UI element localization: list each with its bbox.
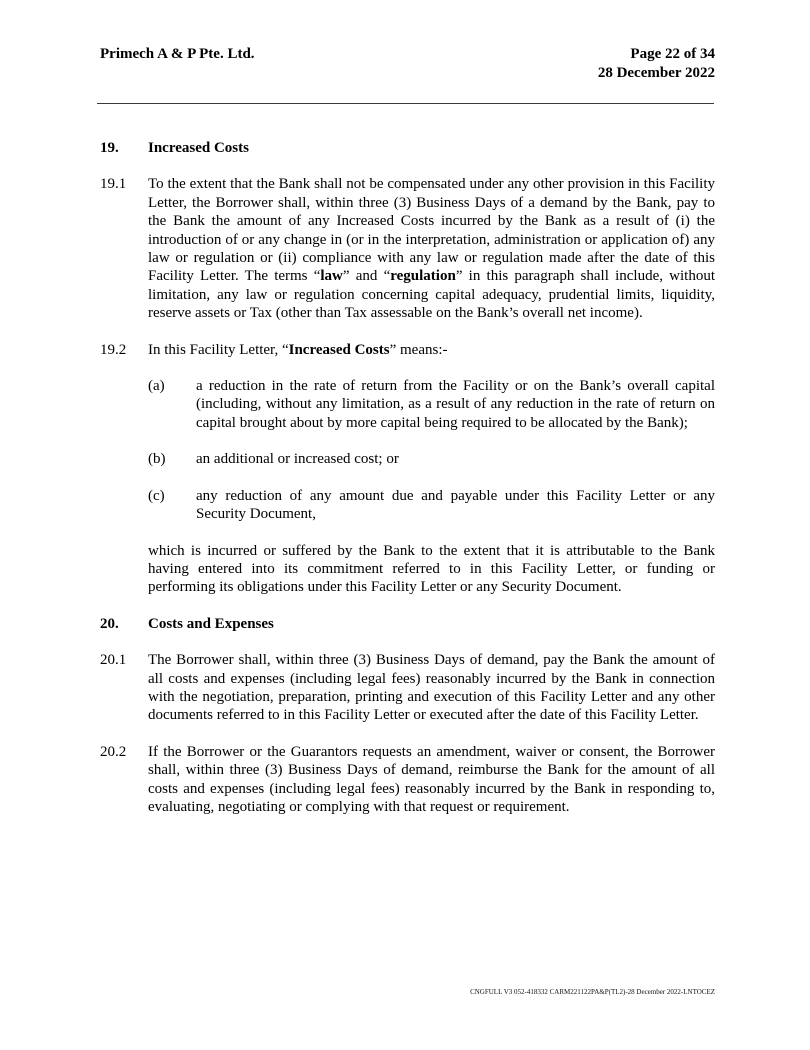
list-item-label: (c) xyxy=(148,487,165,504)
header-divider xyxy=(97,103,714,104)
list-item-label: (a) xyxy=(148,378,165,395)
list-item-a xyxy=(148,377,715,432)
document-date: 28 December 2022 xyxy=(597,65,715,81)
list-item-b xyxy=(148,450,715,468)
header-right xyxy=(598,45,715,83)
clause-text: The Borrower shall, within three (3) Business Days of demand, pay the Bank the amount of all costs and expenses (including legal fees) reasonably incurred by the Bank in connection with the negotiation, preparation, printing and execution of this Facility Letter and any other documents referred to in this Facility Letter or executed after the date of this Facility Letter. xyxy=(148,652,715,724)
list-item-text: any reduction of any amount due and payable under this Facility Letter or any Security Document, xyxy=(196,487,715,523)
footer-reference: CNGFULL V3 052-418332 CARM221122PA&P(TL2)-28 December 2022-LNTOCEZ xyxy=(470,988,715,996)
clause-number: 19. xyxy=(100,140,119,156)
clause-text: If the Borrower or the Guarantors requests an amendment, waiver or consent, the Borrower shall, within three (3) Business Days of demand, reimburse the Bank for the amount of all costs and expenses (including legal fees) reasonably incurred by the Bank in responding to, evaluating, negotiating or complying with that request or requirement. xyxy=(148,743,715,815)
company-name: Primech A & P Pte. Ltd. xyxy=(100,46,255,62)
clause-19-1 xyxy=(100,175,715,322)
clause-number: 20.2 xyxy=(100,743,127,760)
page-header xyxy=(100,45,715,83)
clause-number: 19.2 xyxy=(100,341,127,358)
clause-number: 20. xyxy=(100,615,119,632)
clause-number: 19.1 xyxy=(100,176,127,193)
list-item-c xyxy=(148,487,715,524)
page-number: Page 22 of 34 xyxy=(630,46,715,62)
clause-19-heading xyxy=(100,139,715,157)
clause-text: In this Facility Letter, “Increased Costs” means:- xyxy=(148,341,448,358)
list-item-text: a reduction in the rate of return from the Facility or on the Bank’s overall capital (including, without any limitation, as a result of any reduction in the rate of return on capital brought about by more capital being required to be allocated by the Bank); xyxy=(196,378,715,431)
clause-20-heading xyxy=(100,615,715,633)
clause-number: 20.1 xyxy=(100,652,127,669)
clause-20-1 xyxy=(100,651,715,725)
document-body xyxy=(100,139,715,834)
clause-20-2 xyxy=(100,743,715,817)
clause-19-2 xyxy=(100,341,715,359)
clause-text: To the extent that the Bank shall not be compensated under any other provision in this Facility Letter, the Borrower shall, within three (3) Business Days of a demand by the Bank, pay to the Bank the amount of any Increased Costs incurred by the Bank as a result of (i) the introduction of or any change in (or in the interpretation, administration or application of) any law or regulation or (ii) compliance with any law or regulation made after the date of this Facility Letter. The terms “law” and “regulation” in this paragraph shall include, without limitation, any law or regulation concerning capital adequacy, prudential limits, liquidity, reserve assets or Tax (other than Tax assessable on the Bank’s overall net income). xyxy=(148,176,716,322)
clause-title: Costs and Expenses xyxy=(148,615,274,632)
list-item-label: (b) xyxy=(148,451,166,468)
clause-title: Increased Costs xyxy=(148,140,249,156)
list-item-text: an additional or increased cost; or xyxy=(196,451,399,468)
clause-19-2-continuation: which is incurred or suffered by the Bank to the extent that it is attributable to the Bank having entered into its commitment referred to in this Facility Letter, or funding or performing its obligations under this Facility Letter or any Security Document. xyxy=(148,542,715,596)
